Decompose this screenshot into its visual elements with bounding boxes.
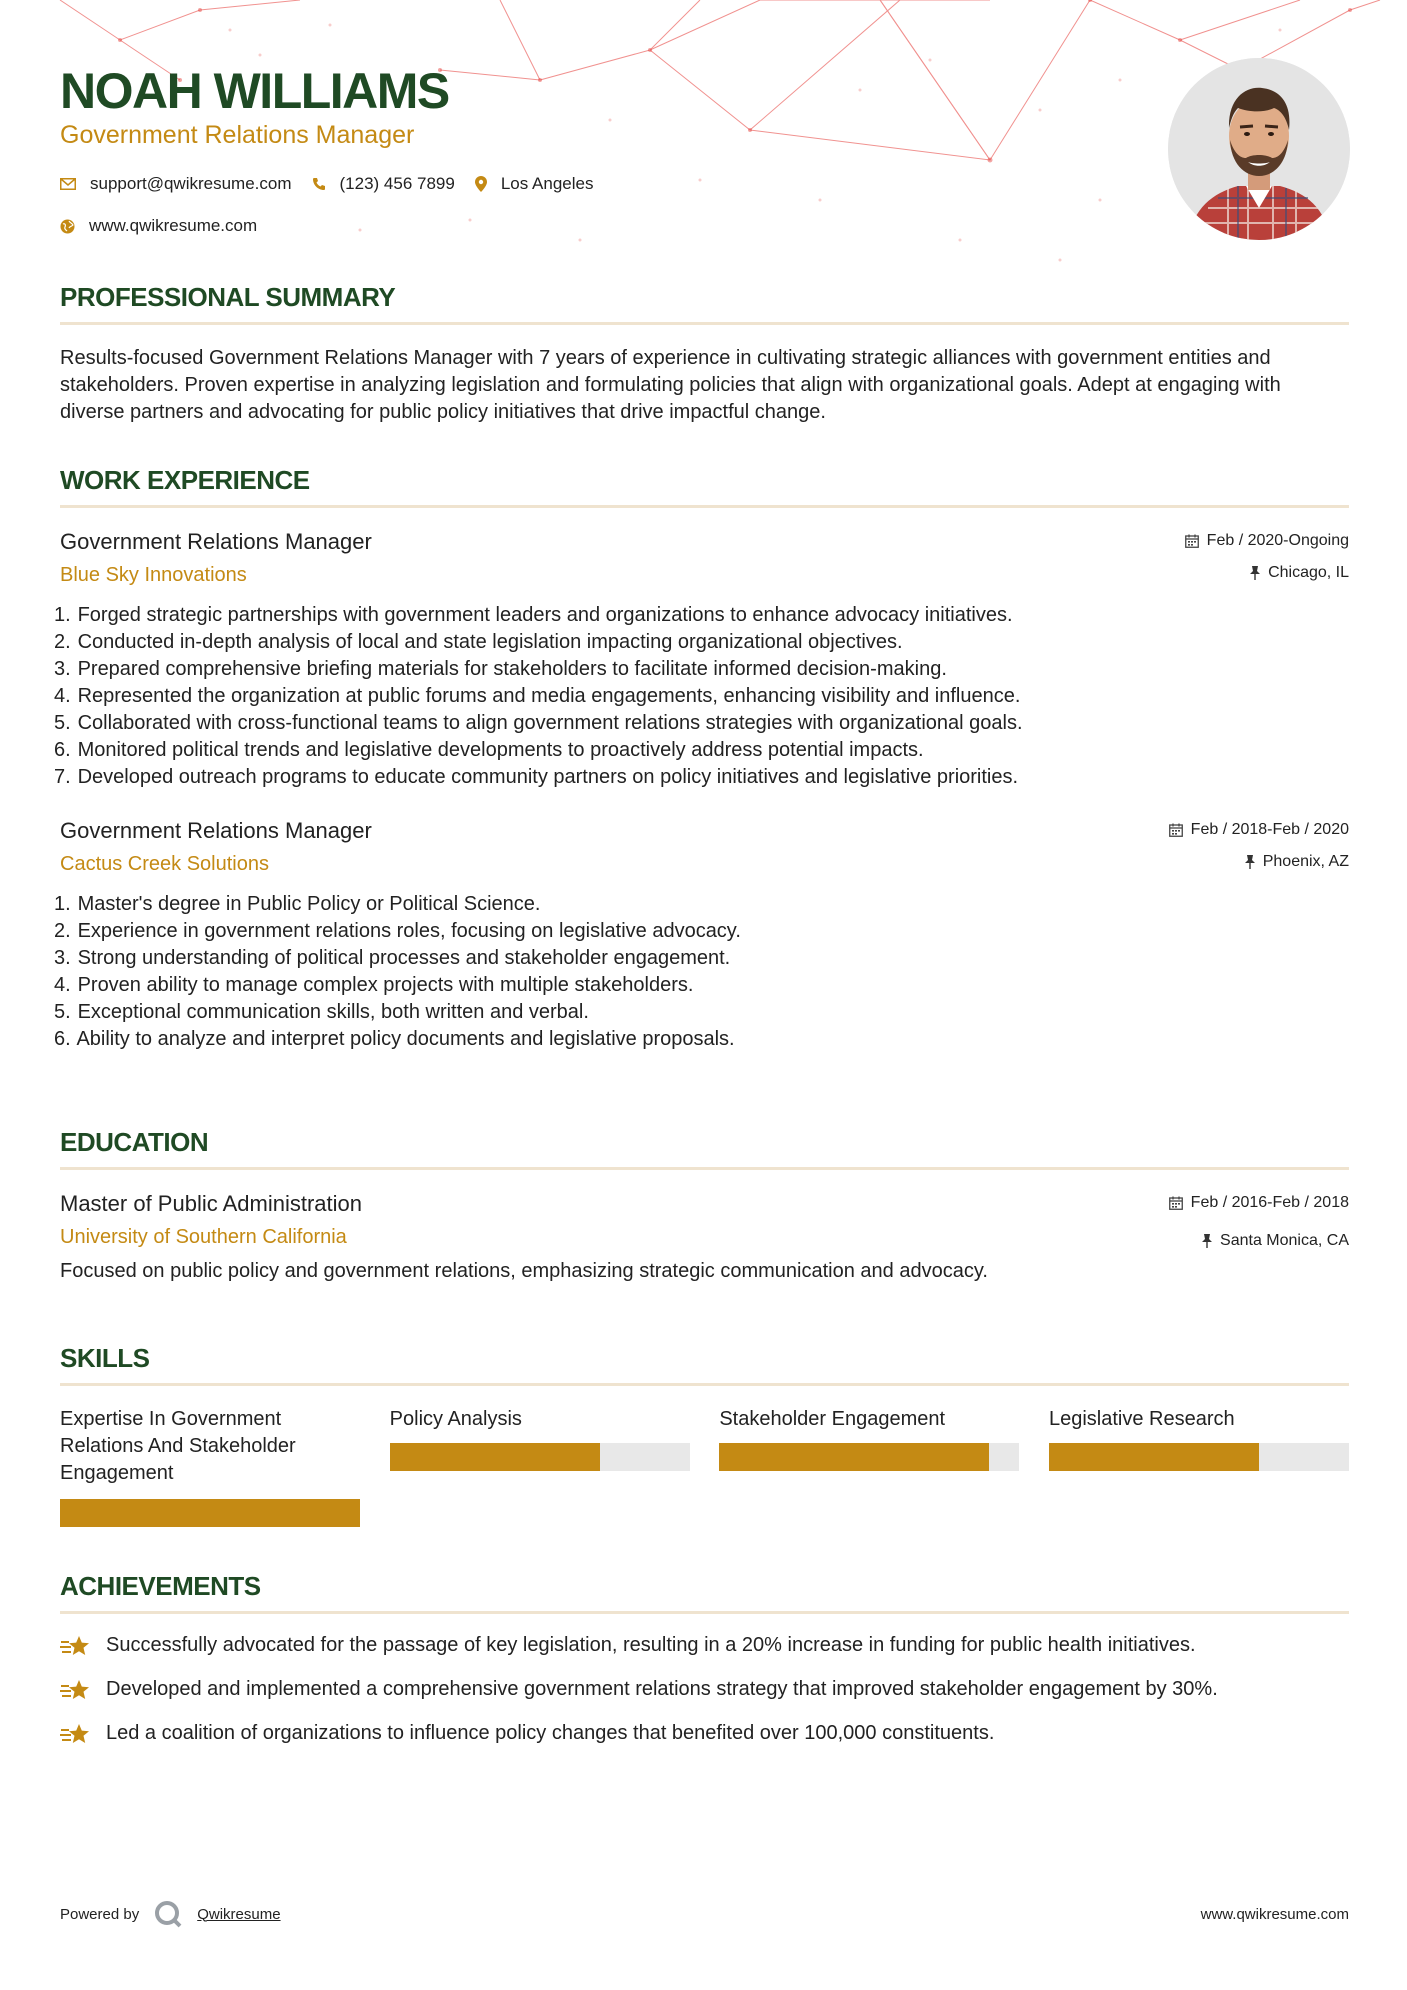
job-bullets [54, 891, 1349, 1053]
contact-row-primary [60, 172, 1160, 196]
list-item: 3. Prepared comprehensive briefing materials for stakeholders to facilitate informed decision-making. [54, 658, 947, 680]
experience-section [54, 465, 1349, 1053]
job-entry [54, 528, 1349, 791]
skill-level-bar [390, 1443, 690, 1471]
pushpin-icon [1250, 566, 1260, 580]
globe-icon [60, 219, 75, 234]
skill-item [60, 1406, 360, 1527]
powered-by-label: Powered by [60, 1905, 140, 1923]
skill-name: Stakeholder Engagement [719, 1408, 946, 1430]
list-item: 2. Conducted in-depth analysis of local and state legislation impacting organizational objectives. [54, 631, 903, 653]
job-title: Government Relations Manager [60, 529, 372, 554]
list-item: 5. Collaborated with cross-functional teams to align government relations strategies with organizational goals. [54, 712, 1023, 734]
skill-name: Expertise In Government Relations And Stakeholder Engagement [60, 1408, 296, 1484]
skill-level-fill [390, 1443, 600, 1471]
education-section [60, 1127, 1349, 1285]
job-bullets [54, 602, 1349, 791]
achievement-item [60, 1632, 1349, 1660]
summary-section [60, 282, 1349, 426]
list-item: 6. Ability to analyze and interpret policy documents and legislative proposals. [54, 1028, 735, 1050]
candidate-title: Government Relations Manager [60, 121, 415, 149]
job-location-text: Phoenix, AZ [1262, 853, 1349, 870]
education-location [1169, 1230, 1349, 1252]
achievement-text: Led a coalition of organizations to influence policy changes that benefited over 100,000 constituents. [106, 1722, 995, 1744]
summary-text: Results-focused Government Relations Manager with 7 years of experience in cultivating strategic alliances with government entities and stakeholders. Proven expertise in analyzing legislation and formulating policies that align with organizational goals. Adept at engaging with diverse partners and advocating for public policy initiatives that drive impactful change. [60, 347, 1281, 423]
phone-icon [312, 177, 326, 191]
skill-level-fill [719, 1443, 989, 1471]
education-location-text: Santa Monica, CA [1220, 1232, 1349, 1249]
skill-item [719, 1406, 1019, 1527]
website-text: www.qwikresume.com [89, 216, 258, 235]
footer-branding [60, 1899, 281, 1929]
skills-heading: SKILLS [60, 1343, 150, 1373]
map-pin-icon [475, 176, 487, 192]
job-dates-text: Feb / 2020-Ongoing [1206, 532, 1349, 549]
job-location-text: Chicago, IL [1268, 564, 1349, 581]
job-location [1185, 562, 1349, 584]
contact-website[interactable] [60, 216, 257, 236]
skill-level-fill [1049, 1443, 1259, 1471]
calendar-icon [1169, 823, 1183, 837]
list-item: 2. Experience in government relations roles, focusing on legislative advocacy. [54, 920, 741, 942]
skill-name: Legislative Research [1048, 1408, 1235, 1430]
skill-name: Policy Analysis [389, 1408, 522, 1430]
skills-grid [60, 1406, 1349, 1527]
email-text: support@qwikresume.com [90, 174, 292, 193]
education-description: Focused on public policy and government relations, emphasizing strategic communication and advocacy. [60, 1260, 988, 1282]
shooting-star-icon [60, 1722, 92, 1748]
job-company: Blue Sky Innovations [60, 564, 247, 586]
skills-section [60, 1343, 1349, 1527]
list-item: 1. Master's degree in Public Policy or Political Science. [54, 893, 541, 915]
shooting-star-icon [60, 1634, 92, 1660]
job-meta [1169, 819, 1349, 873]
list-item: 7. Developed outreach programs to educate community partners on policy initiatives and legislative priorities. [54, 766, 1019, 788]
skill-level-bar [719, 1443, 1019, 1471]
section-divider [60, 322, 1349, 325]
skill-level-bar [1049, 1443, 1349, 1471]
job-location [1169, 851, 1349, 873]
list-item: 4. Proven ability to manage complex projects with multiple stakeholders. [54, 974, 694, 996]
degree-title: Master of Public Administration [60, 1191, 363, 1216]
footer-brand-link[interactable]: Qwikresume [197, 1905, 281, 1923]
section-divider [60, 1611, 1349, 1614]
footer-website-link[interactable]: www.qwikresume.com [1200, 1905, 1349, 1923]
qwikresume-logo-icon [153, 1899, 183, 1929]
contact-location [475, 174, 594, 194]
job-dates [1185, 530, 1349, 552]
achievement-text: Successfully advocated for the passage of key legislation, resulting in a 20% increase in funding for public health initiatives. [106, 1634, 1196, 1656]
summary-heading: PROFESSIONAL SUMMARY [60, 282, 396, 312]
section-divider [60, 1383, 1349, 1386]
candidate-name: NOAH WILLIAMS [60, 63, 449, 119]
page-footer [60, 1898, 1349, 1930]
pushpin-icon [1245, 855, 1255, 869]
profile-photo [1168, 58, 1350, 240]
experience-heading: WORK EXPERIENCE [60, 465, 310, 495]
skill-level-fill [60, 1499, 360, 1527]
education-meta [1169, 1192, 1349, 1252]
location-text: Los Angeles [500, 174, 594, 193]
resume-header [60, 62, 1160, 238]
job-meta [1185, 530, 1349, 584]
shooting-star-icon [60, 1678, 92, 1704]
achievement-item [60, 1720, 1349, 1748]
job-entry [54, 817, 1349, 1053]
achievement-item [60, 1676, 1349, 1704]
education-entry [60, 1190, 1349, 1285]
section-divider [60, 1167, 1349, 1170]
envelope-icon [60, 178, 76, 190]
achievements-heading: ACHIEVEMENTS [60, 1571, 261, 1601]
list-item: 5. Exceptional communication skills, both written and verbal. [54, 1001, 589, 1023]
education-heading: EDUCATION [60, 1127, 209, 1157]
calendar-icon [1169, 1196, 1183, 1210]
calendar-icon [1185, 534, 1199, 548]
phone-text: (123) 456 7899 [339, 174, 455, 193]
list-item: 1. Forged strategic partnerships with government leaders and organizations to enhance advocacy initiatives. [54, 604, 1013, 626]
education-dates-text: Feb / 2016-Feb / 2018 [1190, 1194, 1349, 1211]
achievements-section [60, 1571, 1349, 1748]
pushpin-icon [1202, 1234, 1212, 1248]
job-title: Government Relations Manager [60, 818, 372, 843]
school-name: University of Southern California [60, 1226, 347, 1248]
achievements-list [60, 1632, 1349, 1748]
skill-item [1049, 1406, 1349, 1527]
profile-photo-illustration [1168, 58, 1350, 240]
contact-row-secondary [60, 214, 1160, 238]
job-dates [1169, 819, 1349, 841]
contact-phone[interactable] [312, 174, 455, 194]
job-company: Cactus Creek Solutions [60, 853, 269, 875]
list-item: 4. Represented the organization at public forums and media engagements, enhancing visibility and influence. [54, 685, 1021, 707]
section-divider [60, 505, 1349, 508]
list-item: 3. Strong understanding of political processes and stakeholder engagement. [54, 947, 731, 969]
job-dates-text: Feb / 2018-Feb / 2020 [1190, 821, 1349, 838]
list-item: 6. Monitored political trends and legislative developments to proactively address potential impacts. [54, 739, 924, 761]
education-dates [1169, 1192, 1349, 1214]
skill-level-bar [60, 1499, 360, 1527]
contact-email[interactable] [60, 174, 292, 194]
skill-item [390, 1406, 690, 1527]
achievement-text: Developed and implemented a comprehensive government relations strategy that improved stakeholder engagement by 30%. [106, 1678, 1218, 1700]
